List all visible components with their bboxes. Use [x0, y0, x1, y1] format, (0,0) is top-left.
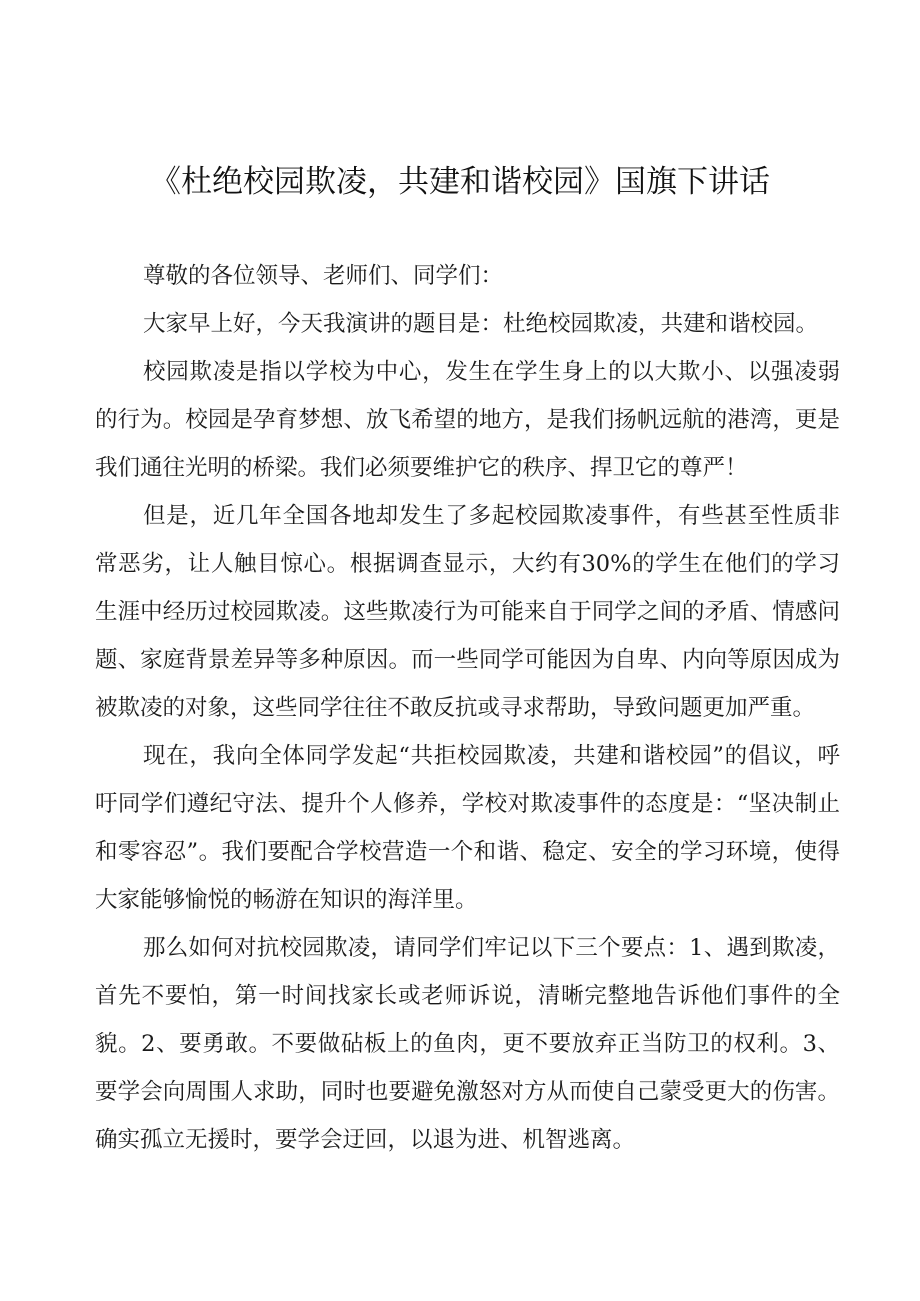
speech-body: [95, 252, 840, 1164]
paragraph-definition: 校园欺凌是指以学校为中心，发生在学生身上的以大欺小、以强凌弱的行为。校园是孕育梦想、放飞希望的地方，是我们扬帆远航的港湾，更是我们通往光明的桥梁。我们必须要维护它的秩序、捍卫它的尊严！: [95, 359, 840, 481]
paragraph-proposal: 现在，我向全体同学发起“共拒校园欺凌，共建和谐校园”的倡议，呼吁同学们遵纪守法、提升个人修养，学校对欺凌事件的态度是：“坚决制止和零容忍”。我们要配合学校营造一个和谐、稳定、安全的学习环境，使得大家能够愉悦的畅游在知识的海洋里。: [95, 743, 840, 913]
page-title: 《杜绝校园欺凌，共建和谐校园》国旗下讲话: [150, 164, 770, 200]
paragraph-situation: 但是，近几年全国各地却发生了多起校园欺凌事件，有些甚至性质非常恶劣，让人触目惊心。根据调查显示，大约有30%的学生在他们的学习生涯中经历过校园欺凌。这些欺凌行为可能来自于同学之间的矛盾、情感问题、家庭背景差异等多种原因。而一些同学可能因为自卑、内向等原因成为被欺凌的对象，这些同学往往不敢反抗或寻求帮助，导致问题更加严重。: [95, 503, 840, 721]
paragraph-key-points: 那么如何对抗校园欺凌，请同学们牢记以下三个要点：1、遇到欺凌，首先不要怕，第一时间找家长或老师诉说，清晰完整地告诉他们事件的全貌。2、要勇敢。不要做砧板上的鱼肉，更不要放弃正当防卫的权利。3、要学会向周围人求助，同时也要避免激怒对方从而使自己蒙受更大的伤害。确实孤立无援时，要学会迂回，以退为进、机智逃离。: [95, 935, 840, 1153]
paragraph-greeting: 尊敬的各位领导、老师们、同学们：: [143, 263, 504, 289]
paragraph-opening: 大家早上好，今天我演讲的题目是：杜绝校园欺凌，共建和谐校园。: [143, 311, 819, 337]
